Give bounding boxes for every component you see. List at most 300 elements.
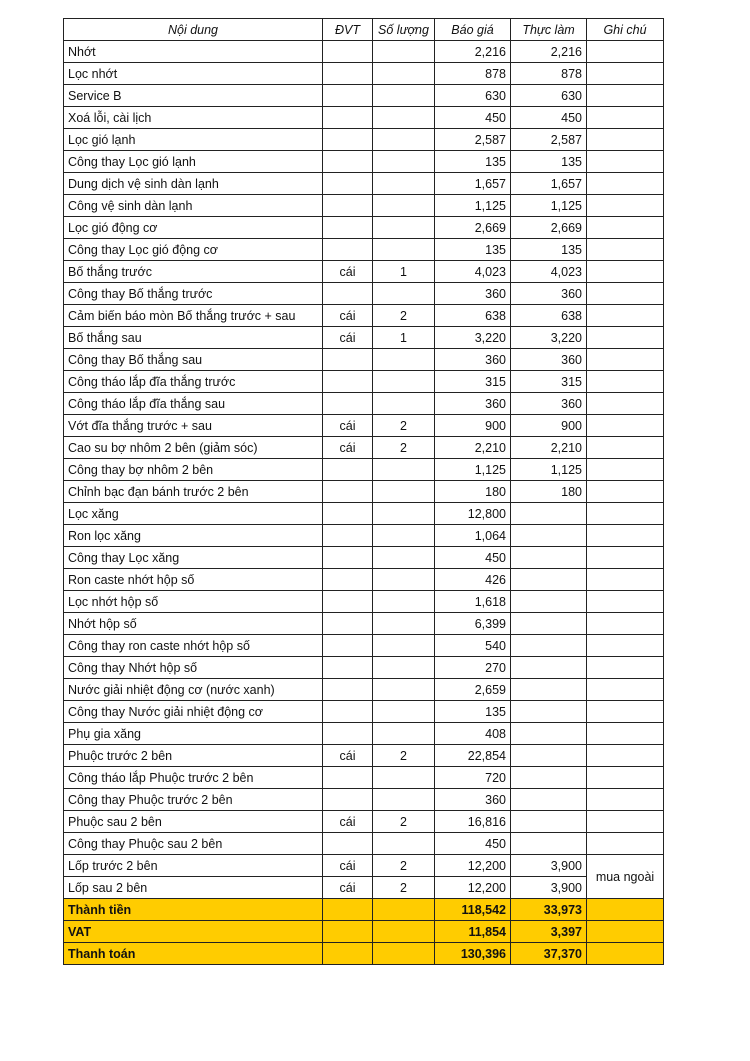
item-actual-price: 2,210 bbox=[511, 437, 587, 459]
item-unit: cái bbox=[323, 437, 373, 459]
item-unit bbox=[323, 239, 373, 261]
item-qty: 2 bbox=[373, 305, 435, 327]
header-actual: Thực làm bbox=[511, 19, 587, 41]
item-qty bbox=[373, 459, 435, 481]
item-name: Lốp trước 2 bên bbox=[64, 855, 323, 877]
item-unit bbox=[323, 107, 373, 129]
item-qty bbox=[373, 283, 435, 305]
item-quote-price: 2,587 bbox=[435, 129, 511, 151]
item-name: Phuộc trước 2 bên bbox=[64, 745, 323, 767]
item-actual-price bbox=[511, 789, 587, 811]
item-qty bbox=[373, 525, 435, 547]
total-qty bbox=[373, 899, 435, 921]
item-note bbox=[587, 569, 664, 591]
item-qty bbox=[373, 129, 435, 151]
item-qty bbox=[373, 85, 435, 107]
item-note bbox=[587, 107, 664, 129]
item-note bbox=[587, 723, 664, 745]
item-note bbox=[587, 767, 664, 789]
item-unit bbox=[323, 371, 373, 393]
item-note bbox=[587, 679, 664, 701]
item-note bbox=[587, 481, 664, 503]
item-qty bbox=[373, 173, 435, 195]
item-name: Ron lọc xăng bbox=[64, 525, 323, 547]
item-unit bbox=[323, 63, 373, 85]
item-quote-price: 2,659 bbox=[435, 679, 511, 701]
item-quote-price: 1,064 bbox=[435, 525, 511, 547]
item-qty bbox=[373, 789, 435, 811]
item-quote-price: 22,854 bbox=[435, 745, 511, 767]
item-qty bbox=[373, 63, 435, 85]
item-unit bbox=[323, 569, 373, 591]
total-actual: 33,973 bbox=[511, 899, 587, 921]
table-row bbox=[64, 525, 664, 547]
item-qty: 2 bbox=[373, 745, 435, 767]
total-unit bbox=[323, 921, 373, 943]
item-qty bbox=[373, 767, 435, 789]
header-unit: ĐVT bbox=[323, 19, 373, 41]
item-qty: 1 bbox=[373, 327, 435, 349]
item-qty bbox=[373, 239, 435, 261]
item-note bbox=[587, 151, 664, 173]
item-unit bbox=[323, 129, 373, 151]
table-row bbox=[64, 657, 664, 679]
item-quote-price: 2,216 bbox=[435, 41, 511, 63]
table-row bbox=[64, 151, 664, 173]
item-qty bbox=[373, 701, 435, 723]
item-quote-price: 315 bbox=[435, 371, 511, 393]
item-quote-price: 360 bbox=[435, 393, 511, 415]
item-qty bbox=[373, 393, 435, 415]
table-row bbox=[64, 679, 664, 701]
item-quote-price: 450 bbox=[435, 833, 511, 855]
total-actual: 3,397 bbox=[511, 921, 587, 943]
item-note bbox=[587, 811, 664, 833]
item-name: Nước giải nhiệt động cơ (nước xanh) bbox=[64, 679, 323, 701]
item-name: Bố thắng trước bbox=[64, 261, 323, 283]
table-row bbox=[64, 393, 664, 415]
item-qty bbox=[373, 217, 435, 239]
item-actual-price bbox=[511, 701, 587, 723]
item-note bbox=[587, 393, 664, 415]
item-quote-price: 408 bbox=[435, 723, 511, 745]
total-note bbox=[587, 943, 664, 965]
item-quote-price: 2,210 bbox=[435, 437, 511, 459]
total-unit bbox=[323, 943, 373, 965]
table-row bbox=[64, 349, 664, 371]
item-note bbox=[587, 833, 664, 855]
item-unit: cái bbox=[323, 855, 373, 877]
table-row bbox=[64, 591, 664, 613]
item-actual-price: 2,669 bbox=[511, 217, 587, 239]
item-quote-price: 2,669 bbox=[435, 217, 511, 239]
item-unit bbox=[323, 679, 373, 701]
item-quote-price: 540 bbox=[435, 635, 511, 657]
item-name: Công thay bợ nhôm 2 bên bbox=[64, 459, 323, 481]
item-actual-price bbox=[511, 679, 587, 701]
item-quote-price: 878 bbox=[435, 63, 511, 85]
table-row bbox=[64, 327, 664, 349]
item-note bbox=[587, 437, 664, 459]
item-note bbox=[587, 261, 664, 283]
table-row bbox=[64, 195, 664, 217]
total-note bbox=[587, 899, 664, 921]
item-name: Lọc nhớt bbox=[64, 63, 323, 85]
item-actual-price: 2,587 bbox=[511, 129, 587, 151]
item-name: Vớt đĩa thắng trước + sau bbox=[64, 415, 323, 437]
quote-table bbox=[63, 18, 664, 965]
item-qty: 2 bbox=[373, 415, 435, 437]
item-name: Dung dịch vệ sinh dàn lạnh bbox=[64, 173, 323, 195]
table-row bbox=[64, 217, 664, 239]
item-actual-price: 638 bbox=[511, 305, 587, 327]
item-unit bbox=[323, 547, 373, 569]
table-row bbox=[64, 635, 664, 657]
item-note bbox=[587, 371, 664, 393]
item-quote-price: 450 bbox=[435, 547, 511, 569]
item-actual-price bbox=[511, 811, 587, 833]
item-actual-price: 360 bbox=[511, 349, 587, 371]
table-row bbox=[64, 459, 664, 481]
item-quote-price: 12,800 bbox=[435, 503, 511, 525]
item-unit bbox=[323, 657, 373, 679]
item-qty: 2 bbox=[373, 437, 435, 459]
item-unit: cái bbox=[323, 745, 373, 767]
header-qty: Số lượng bbox=[373, 19, 435, 41]
item-qty bbox=[373, 195, 435, 217]
table-row bbox=[64, 437, 664, 459]
item-actual-price: 4,023 bbox=[511, 261, 587, 283]
item-actual-price bbox=[511, 833, 587, 855]
item-name: Công tháo lắp đĩa thắng trước bbox=[64, 371, 323, 393]
item-unit bbox=[323, 85, 373, 107]
table-row bbox=[64, 789, 664, 811]
item-unit: cái bbox=[323, 415, 373, 437]
item-unit bbox=[323, 481, 373, 503]
table-row bbox=[64, 129, 664, 151]
item-name: Phụ gia xăng bbox=[64, 723, 323, 745]
table-row bbox=[64, 261, 664, 283]
total-note bbox=[587, 921, 664, 943]
item-name: Lốp sau 2 bên bbox=[64, 877, 323, 899]
table-row bbox=[64, 283, 664, 305]
item-actual-price: 360 bbox=[511, 393, 587, 415]
item-actual-price: 2,216 bbox=[511, 41, 587, 63]
item-unit bbox=[323, 613, 373, 635]
item-qty bbox=[373, 481, 435, 503]
table-row bbox=[64, 503, 664, 525]
item-unit bbox=[323, 767, 373, 789]
item-qty bbox=[373, 107, 435, 129]
item-actual-price: 135 bbox=[511, 151, 587, 173]
item-name: Cảm biến báo mòn Bố thắng trước + sau bbox=[64, 305, 323, 327]
item-name: Cao su bợ nhôm 2 bên (giảm sóc) bbox=[64, 437, 323, 459]
item-actual-price: 630 bbox=[511, 85, 587, 107]
item-quote-price: 135 bbox=[435, 701, 511, 723]
item-quote-price: 135 bbox=[435, 239, 511, 261]
item-quote-price: 900 bbox=[435, 415, 511, 437]
item-actual-price bbox=[511, 745, 587, 767]
item-actual-price bbox=[511, 525, 587, 547]
item-note bbox=[587, 701, 664, 723]
item-qty bbox=[373, 371, 435, 393]
table-row bbox=[64, 481, 664, 503]
item-actual-price: 3,900 bbox=[511, 855, 587, 877]
item-unit bbox=[323, 701, 373, 723]
item-actual-price bbox=[511, 635, 587, 657]
item-name: Công vệ sinh dàn lạnh bbox=[64, 195, 323, 217]
item-actual-price: 3,900 bbox=[511, 877, 587, 899]
item-name: Bố thắng sau bbox=[64, 327, 323, 349]
item-actual-price bbox=[511, 591, 587, 613]
item-name: Công thay Nhớt hộp số bbox=[64, 657, 323, 679]
total-unit bbox=[323, 899, 373, 921]
item-actual-price: 180 bbox=[511, 481, 587, 503]
table-row bbox=[64, 767, 664, 789]
table-row bbox=[64, 613, 664, 635]
item-qty bbox=[373, 833, 435, 855]
item-quote-price: 360 bbox=[435, 789, 511, 811]
item-name: Công tháo lắp Phuộc trước 2 bên bbox=[64, 767, 323, 789]
item-name: Công thay Phuộc trước 2 bên bbox=[64, 789, 323, 811]
table-row bbox=[64, 569, 664, 591]
table-row bbox=[64, 877, 664, 899]
item-name: Công thay Bố thắng sau bbox=[64, 349, 323, 371]
total-qty bbox=[373, 943, 435, 965]
item-actual-price bbox=[511, 767, 587, 789]
item-note bbox=[587, 349, 664, 371]
item-note bbox=[587, 745, 664, 767]
item-note bbox=[587, 613, 664, 635]
item-quote-price: 6,399 bbox=[435, 613, 511, 635]
item-quote-price: 1,125 bbox=[435, 195, 511, 217]
item-actual-price bbox=[511, 503, 587, 525]
item-name: Service B bbox=[64, 85, 323, 107]
item-unit bbox=[323, 283, 373, 305]
tires-note: mua ngoài bbox=[587, 855, 664, 899]
item-actual-price bbox=[511, 569, 587, 591]
item-name: Chỉnh bạc đạn bánh trước 2 bên bbox=[64, 481, 323, 503]
table-row bbox=[64, 415, 664, 437]
item-quote-price: 12,200 bbox=[435, 877, 511, 899]
table-row bbox=[64, 63, 664, 85]
total-actual: 37,370 bbox=[511, 943, 587, 965]
table-body bbox=[64, 41, 664, 965]
table-row bbox=[64, 723, 664, 745]
table-row bbox=[64, 811, 664, 833]
item-quote-price: 12,200 bbox=[435, 855, 511, 877]
item-name: Công thay Phuộc sau 2 bên bbox=[64, 833, 323, 855]
item-actual-price: 360 bbox=[511, 283, 587, 305]
item-unit: cái bbox=[323, 811, 373, 833]
table-row bbox=[64, 107, 664, 129]
table-row bbox=[64, 85, 664, 107]
item-unit bbox=[323, 635, 373, 657]
item-name: Ron caste nhớt hộp số bbox=[64, 569, 323, 591]
item-unit bbox=[323, 217, 373, 239]
item-unit bbox=[323, 503, 373, 525]
item-actual-price: 1,125 bbox=[511, 195, 587, 217]
item-actual-price bbox=[511, 547, 587, 569]
item-quote-price: 180 bbox=[435, 481, 511, 503]
item-name: Công thay Lọc gió động cơ bbox=[64, 239, 323, 261]
item-unit bbox=[323, 349, 373, 371]
item-qty: 1 bbox=[373, 261, 435, 283]
item-quote-price: 4,023 bbox=[435, 261, 511, 283]
item-name: Công tháo lắp đĩa thắng sau bbox=[64, 393, 323, 415]
item-name: Công thay Lọc xăng bbox=[64, 547, 323, 569]
item-note bbox=[587, 173, 664, 195]
total-row bbox=[64, 943, 664, 965]
item-qty bbox=[373, 569, 435, 591]
table-row bbox=[64, 547, 664, 569]
item-note bbox=[587, 85, 664, 107]
item-unit bbox=[323, 41, 373, 63]
table-row bbox=[64, 855, 664, 877]
total-quote: 130,396 bbox=[435, 943, 511, 965]
item-quote-price: 360 bbox=[435, 283, 511, 305]
item-quote-price: 135 bbox=[435, 151, 511, 173]
header-content: Nội dung bbox=[64, 19, 323, 41]
item-unit: cái bbox=[323, 327, 373, 349]
header-note: Ghi chú bbox=[587, 19, 664, 41]
item-qty bbox=[373, 591, 435, 613]
item-unit: cái bbox=[323, 261, 373, 283]
item-unit bbox=[323, 525, 373, 547]
item-unit bbox=[323, 789, 373, 811]
item-note bbox=[587, 217, 664, 239]
item-quote-price: 270 bbox=[435, 657, 511, 679]
item-quote-price: 3,220 bbox=[435, 327, 511, 349]
item-qty bbox=[373, 679, 435, 701]
item-actual-price: 135 bbox=[511, 239, 587, 261]
item-qty bbox=[373, 547, 435, 569]
item-unit bbox=[323, 723, 373, 745]
item-quote-price: 360 bbox=[435, 349, 511, 371]
item-name: Công thay Lọc gió lạnh bbox=[64, 151, 323, 173]
item-qty: 2 bbox=[373, 811, 435, 833]
item-name: Lọc nhớt hộp số bbox=[64, 591, 323, 613]
item-unit bbox=[323, 195, 373, 217]
item-name: Lọc xăng bbox=[64, 503, 323, 525]
item-qty bbox=[373, 503, 435, 525]
item-quote-price: 720 bbox=[435, 767, 511, 789]
total-label: Thanh toán bbox=[64, 943, 323, 965]
item-quote-price: 16,816 bbox=[435, 811, 511, 833]
item-actual-price: 1,125 bbox=[511, 459, 587, 481]
item-note bbox=[587, 635, 664, 657]
item-quote-price: 1,618 bbox=[435, 591, 511, 613]
total-label: VAT bbox=[64, 921, 323, 943]
item-note bbox=[587, 525, 664, 547]
table-row bbox=[64, 239, 664, 261]
item-actual-price: 315 bbox=[511, 371, 587, 393]
item-qty bbox=[373, 635, 435, 657]
item-name: Công thay Nước giải nhiệt động cơ bbox=[64, 701, 323, 723]
item-name: Nhớt bbox=[64, 41, 323, 63]
item-name: Phuộc sau 2 bên bbox=[64, 811, 323, 833]
item-quote-price: 1,125 bbox=[435, 459, 511, 481]
table-row bbox=[64, 41, 664, 63]
item-note bbox=[587, 459, 664, 481]
item-actual-price: 900 bbox=[511, 415, 587, 437]
item-note bbox=[587, 239, 664, 261]
item-qty bbox=[373, 723, 435, 745]
item-note bbox=[587, 129, 664, 151]
item-actual-price: 1,657 bbox=[511, 173, 587, 195]
item-qty bbox=[373, 613, 435, 635]
item-note bbox=[587, 283, 664, 305]
item-qty bbox=[373, 41, 435, 63]
item-unit bbox=[323, 173, 373, 195]
table-row bbox=[64, 305, 664, 327]
table-row bbox=[64, 371, 664, 393]
item-actual-price bbox=[511, 723, 587, 745]
item-quote-price: 1,657 bbox=[435, 173, 511, 195]
total-row bbox=[64, 899, 664, 921]
item-note bbox=[587, 327, 664, 349]
item-note bbox=[587, 415, 664, 437]
table-row bbox=[64, 833, 664, 855]
item-qty: 2 bbox=[373, 855, 435, 877]
item-actual-price: 450 bbox=[511, 107, 587, 129]
item-qty bbox=[373, 349, 435, 371]
table-row bbox=[64, 173, 664, 195]
item-note bbox=[587, 63, 664, 85]
item-quote-price: 450 bbox=[435, 107, 511, 129]
item-quote-price: 630 bbox=[435, 85, 511, 107]
item-name: Lọc gió động cơ bbox=[64, 217, 323, 239]
header-quote: Báo giá bbox=[435, 19, 511, 41]
item-actual-price bbox=[511, 613, 587, 635]
total-row bbox=[64, 921, 664, 943]
total-quote: 118,542 bbox=[435, 899, 511, 921]
item-unit bbox=[323, 833, 373, 855]
item-note bbox=[587, 547, 664, 569]
item-name: Xoá lỗi, cài lịch bbox=[64, 107, 323, 129]
item-unit bbox=[323, 151, 373, 173]
item-name: Công thay Bố thắng trước bbox=[64, 283, 323, 305]
table-row bbox=[64, 701, 664, 723]
item-actual-price: 3,220 bbox=[511, 327, 587, 349]
header-row bbox=[64, 19, 664, 41]
item-actual-price bbox=[511, 657, 587, 679]
item-note bbox=[587, 789, 664, 811]
item-qty bbox=[373, 657, 435, 679]
item-unit: cái bbox=[323, 877, 373, 899]
item-actual-price: 878 bbox=[511, 63, 587, 85]
item-note bbox=[587, 657, 664, 679]
total-qty bbox=[373, 921, 435, 943]
item-note bbox=[587, 41, 664, 63]
item-note bbox=[587, 305, 664, 327]
item-quote-price: 638 bbox=[435, 305, 511, 327]
item-note bbox=[587, 195, 664, 217]
item-name: Lọc gió lạnh bbox=[64, 129, 323, 151]
total-label: Thành tiền bbox=[64, 899, 323, 921]
item-unit bbox=[323, 459, 373, 481]
item-name: Công thay ron caste nhớt hộp số bbox=[64, 635, 323, 657]
item-name: Nhớt hộp số bbox=[64, 613, 323, 635]
item-qty: 2 bbox=[373, 877, 435, 899]
item-note bbox=[587, 503, 664, 525]
total-quote: 11,854 bbox=[435, 921, 511, 943]
item-unit: cái bbox=[323, 305, 373, 327]
table-row bbox=[64, 745, 664, 767]
item-unit bbox=[323, 393, 373, 415]
item-qty bbox=[373, 151, 435, 173]
item-note bbox=[587, 591, 664, 613]
